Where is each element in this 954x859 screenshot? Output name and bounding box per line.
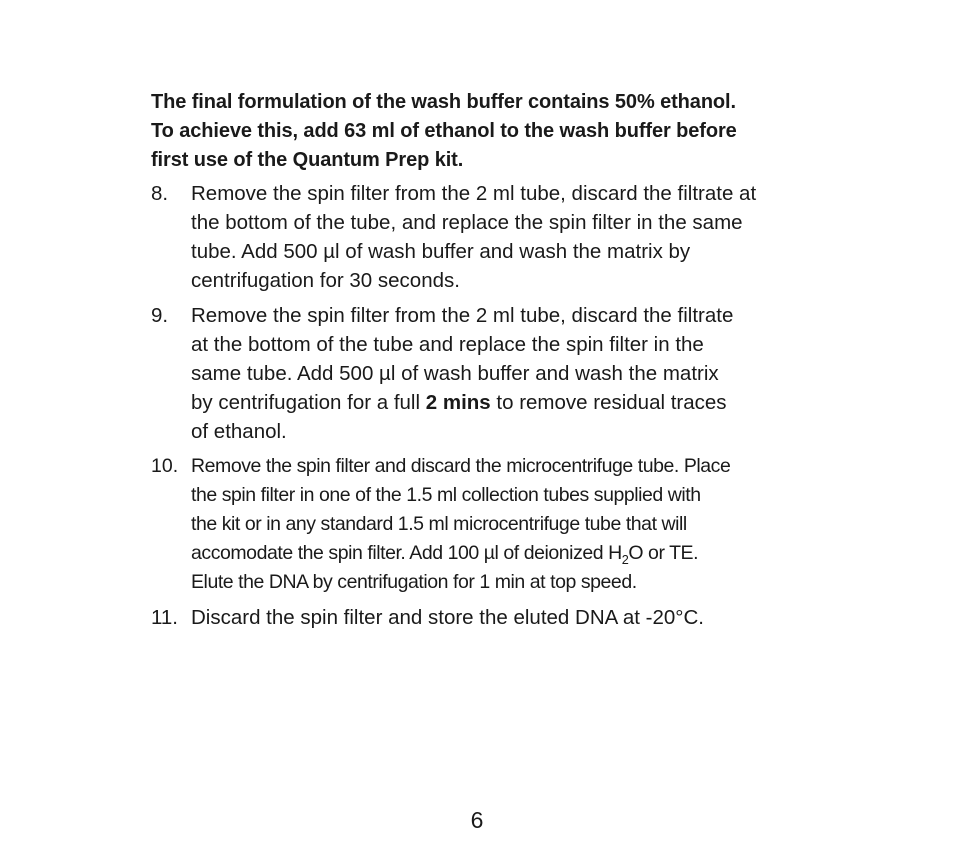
page-number: 6 [470, 807, 484, 833]
step-line-text: by centrifugation for a full [191, 391, 426, 414]
step-line: the bottom of the tube, and replace the spin filter in the same [191, 211, 743, 234]
step-line: centrifugation for 30 seconds. [191, 269, 460, 292]
step-line: Remove the spin filter from the 2 ml tube, discard the filtrate at [191, 182, 757, 205]
step-line: at the bottom of the tube and replace the spin filter in the [191, 333, 704, 356]
step-line [191, 539, 841, 568]
wash-buffer-note [151, 88, 841, 175]
step-number: 11. [151, 606, 178, 629]
step-8 [151, 179, 841, 295]
step-line: the kit or in any standard 1.5 ml microcentrifuge tube that will [191, 513, 687, 535]
step-line: the spin filter in one of the 1.5 ml collection tubes supplied with [191, 484, 701, 506]
note-line: The final formulation of the wash buffer contains 50% ethanol. [151, 91, 736, 113]
step-line: Discard the spin filter and store the eluted DNA at -20°C. [191, 606, 704, 629]
step-line [191, 388, 841, 417]
step-line: same tube. Add 500 µl of wash buffer and wash the matrix [191, 362, 719, 385]
step-line-text: O or TE. [628, 542, 699, 564]
step-number: 9. [151, 304, 169, 327]
subscript: 2 [621, 552, 629, 567]
step-line-text: accomodate the spin filter. Add 100 µl of deionized H [191, 542, 622, 564]
step-number: 10. [151, 455, 179, 477]
step-text [191, 603, 841, 632]
step-line: of ethanol. [191, 420, 287, 443]
step-9 [151, 301, 841, 446]
page-content [151, 88, 841, 638]
duration-emphasis: 2 mins [425, 391, 491, 414]
step-line: tube. Add 500 µl of wash buffer and wash the matrix by [191, 240, 691, 263]
step-line: Elute the DNA by centrifugation for 1 min at top speed. [191, 571, 637, 593]
step-10 [151, 452, 841, 597]
step-text [191, 452, 841, 597]
step-number: 8. [151, 182, 169, 205]
step-line: Remove the spin filter from the 2 ml tube, discard the filtrate [191, 304, 734, 327]
step-text [191, 179, 841, 295]
step-line: Remove the spin filter and discard the microcentrifuge tube. Place [191, 455, 731, 477]
note-line: To achieve this, add 63 ml of ethanol to the wash buffer before [151, 120, 737, 142]
note-line: first use of the Quantum Prep kit. [151, 149, 464, 171]
step-line-text: to remove residual traces [490, 391, 727, 414]
step-11 [151, 603, 841, 632]
procedure-steps [151, 179, 841, 632]
step-text [191, 301, 841, 446]
